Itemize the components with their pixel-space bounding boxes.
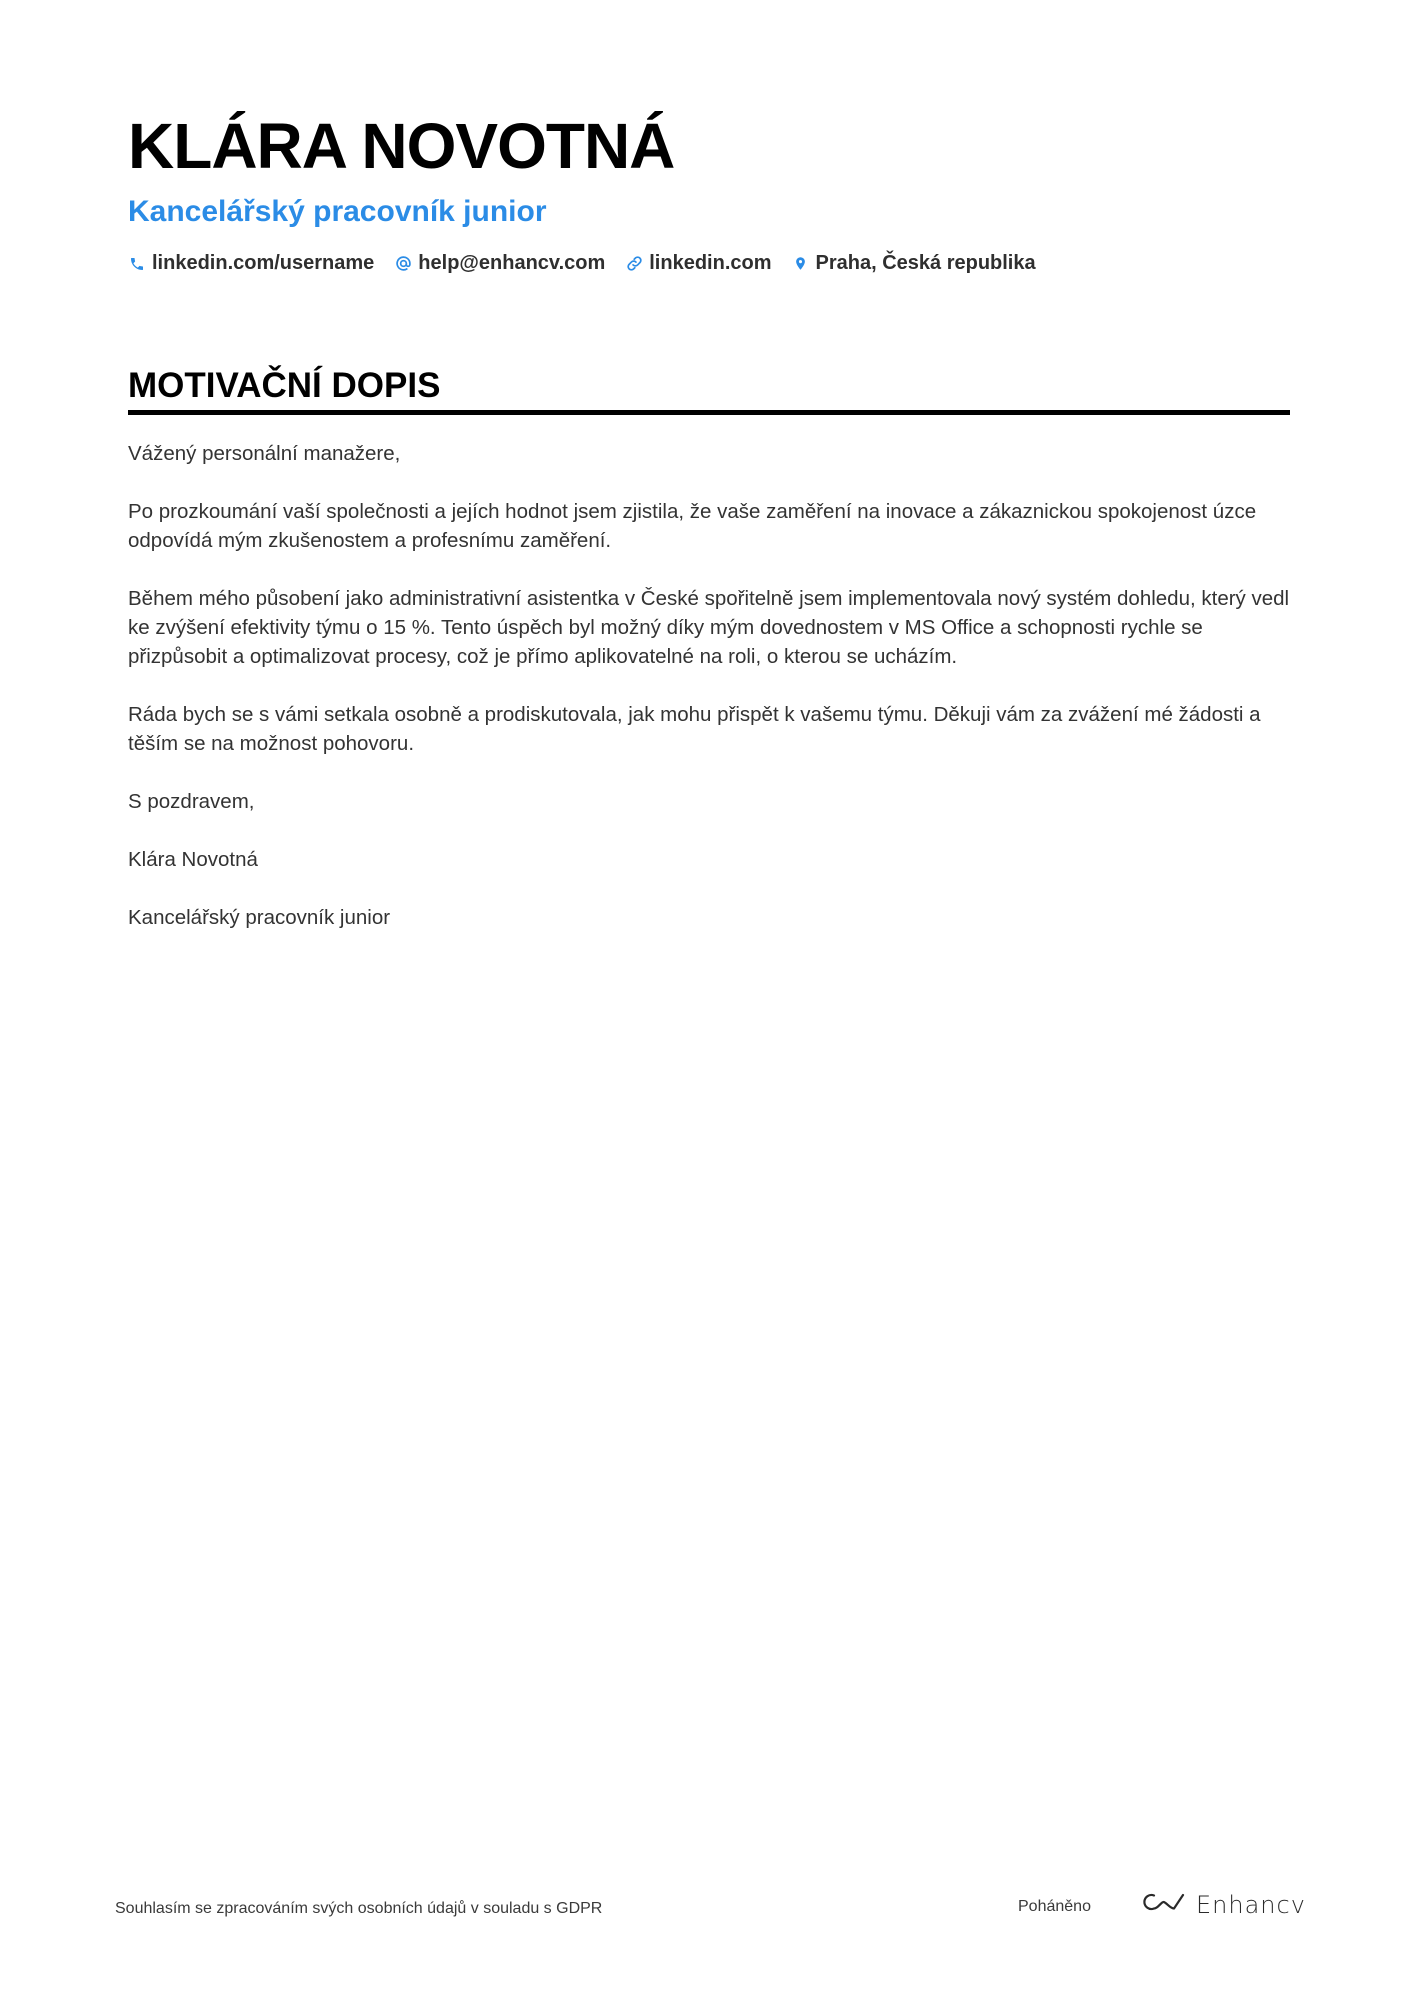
signature-title: Kancelářský pracovník junior	[128, 906, 391, 929]
letter-closing: S pozdravem,	[128, 790, 255, 813]
at-icon	[394, 255, 412, 273]
contact-bar	[128, 252, 1290, 275]
contact-email[interactable]	[394, 252, 605, 275]
cover-letter-section	[128, 364, 1290, 961]
phone-icon	[128, 255, 146, 273]
location-pin-icon	[792, 255, 810, 273]
job-title: Kancelářský pracovník junior	[128, 195, 547, 228]
letter-paragraph: Ráda bych se s vámi setkala osobně a prodiskutovala, jak mohu přispět k vašemu týmu. Děkuji vám za zvážení mé žádosti a těším se na možnost pohovoru.	[128, 703, 1261, 755]
signature-name: Klára Novotná	[128, 848, 258, 871]
contact-location	[792, 252, 1036, 275]
gdpr-consent: Souhlasím se zpracováním svých osobních údajů v souladu s GDPR	[115, 1900, 603, 1917]
letter-paragraph: Po prozkoumání vaší společnosti a jejích hodnot jsem zjistila, že vaše zaměření na inovace a zákaznickou spokojenost úzce odpovídá mým zkušenostem a profesnímu zaměření.	[128, 500, 1257, 552]
candidate-name: KLÁRA NOVOTNÁ	[128, 110, 675, 182]
footer	[115, 1890, 1306, 1930]
contact-location-text: Praha, Česká republika	[815, 252, 1036, 274]
link-icon	[625, 255, 643, 273]
contact-phone-text: linkedin.com/username	[152, 252, 375, 274]
powered-by-label: Poháněno	[1018, 1898, 1091, 1915]
letter-greeting: Vážený personální manažere,	[128, 442, 401, 465]
header	[128, 108, 1290, 275]
contact-website[interactable]	[625, 252, 771, 275]
enhancv-logo-icon	[1140, 1890, 1186, 1919]
contact-website-text: linkedin.com	[649, 252, 772, 274]
letter-paragraph: Během mého působení jako administrativní asistentka v České spořitelně jsem implementovala nový systém dohledu, který vedl ke zvýšení efektivity týmu o 15 %. Tento úspěch byl možný díky mým dovednostem v MS Office a schopnosti rychle se přizpůsobit a optimalizovat procesy, což je přímo aplikovatelné na roli, o kterou se ucházím.	[128, 587, 1290, 668]
contact-email-text: help@enhancv.com	[418, 252, 606, 274]
letter-body	[128, 439, 1290, 932]
section-title: MOTIVAČNÍ DOPIS	[128, 364, 1290, 415]
brand-name: Enhancv	[1196, 1890, 1306, 1919]
contact-phone[interactable]	[128, 252, 374, 275]
brand-link[interactable]	[1140, 1890, 1306, 1919]
